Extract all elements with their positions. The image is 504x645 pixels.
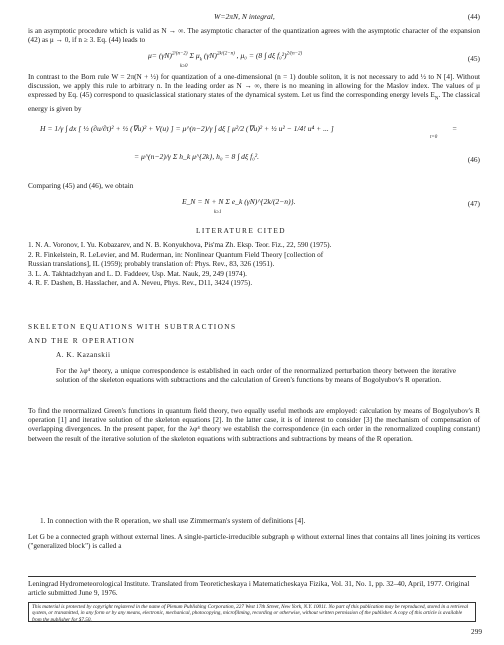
- paragraph-section-1: 1. In connection with the R operation, we shall use Zimmerman's system of definitions [4].: [40, 516, 306, 525]
- literature-cited-heading: LITERATURE CITED: [196, 226, 286, 235]
- paragraph-born-rule: [28, 72, 480, 113]
- article-title-line-1: SKELETON EQUATIONS WITH SUBTRACTIONS: [28, 322, 237, 331]
- reference-list: [28, 240, 488, 288]
- equation-45-sup1: 2/(n−2): [171, 51, 188, 57]
- equation-47: E_N = N + N Σ e_k (γN)^{2k/(2−n)}.: [182, 197, 296, 206]
- paragraph-born-rule-sub: N: [434, 96, 439, 102]
- abstract: For the λφ⁴ theory, a unique correspondence is established in each order of the renormalized perturbation theory between the iterative solution of the skeleton equations with subtractions and the calculation of Green's functions by means of Bogolyubov's R operation.: [56, 366, 456, 385]
- reference-item: 1. N. A. Voronov, I. Yu. Kobazarev, and N. B. Konyukhova, Pis'ma Zh. Eksp. Teor. Fiz., 22, 590 (1975).: [28, 240, 332, 249]
- equation-47-number: (47): [467, 199, 480, 208]
- paragraph-introduction: To find the renormalized Green's functions in quantum field theory, two equally useful methods are employed: calculation by means of Bogolyubov's R operation [1] and iterative solution of the skeleton equations [2]. In the latter case, it is of interest to consider [3] the mechanism of compensation of overlapping divergences. In the present paper, for the λφ⁴ theory we establish the correspondence (in each order in the renormalized coupling constant) between the result of the iterative solution of the skeleton equations with subtractions and subtractions by means of the R operation.: [28, 406, 480, 443]
- equation-44: W=2πN, N integral,: [214, 12, 275, 21]
- page-number: 299: [471, 627, 482, 636]
- article-title-line-2: AND THE R OPERATION: [28, 336, 136, 345]
- reference-item: 3. L. A. Takhtadzhyan and L. D. Faddeev, Usp. Mat. Nauk, 29, 249 (1974).: [28, 268, 247, 278]
- equation-45-sum: Σ μ: [189, 51, 200, 60]
- reference-item: 2. R. Finkelstein, R. LeLevier, and M. Ruderman, in: Nonlinear Quantum Field Theory [collection of: [28, 249, 324, 259]
- reference-item: Russian translations], IL (1959); probably translation of: Phys. Rev., 83, 326 (1951).: [28, 259, 275, 269]
- paragraph-born-rule-text: In contrast to the Born rule W = 2π(N + ½) for quantization of a one-dimensional (n = 1) double soliton, it is not necessary to add ½ to N [4]. Without discussion, we apply this rule to arbitrary n. In the leading order as N → ∞, there is no meaning in allowing for the Maslov index. The values of μ expressed by Eq. (45) correspond to quasiclassical stationary states of the dynamical system. Let us find the corresponding energy levels E: [28, 72, 480, 100]
- equation-46-line-1: H = 1/γ ∫ dx [ ½ (∂u/∂t)² + ½ (∇u)² + V(u) ] = μ^(n−2)/γ ∫ dξ [ μ²/2 (∇u)² + ½ u² − 1/4! u⁴ + ... ]: [40, 124, 334, 133]
- affiliation-footnote: Leningrad Hydrometeorological Institute. Translated from Teoreticheskaya i Matematicheskaya Fizika, Vol. 31, No. 1, pp. 32–40, April, 1977. Original article submitted June 9, 1976.: [28, 576, 476, 598]
- copyright-notice: This material is protected by copyright registered in the name of Plenum Publishing Corporation, 227 West 17th Street, New York, N.Y. 10011. No part of this publication may be reproduced, stored in a retrieval system, or transmitted, in any form or by any means, electronic, mechanical, photocopying, microfilming, recording or otherwise, without written permission of the publisher. A copy of this article is available from the publisher for $7.50.: [28, 602, 476, 622]
- equation-44-number: (44): [467, 12, 480, 21]
- equation-45-sup2: 2k/(2−n): [216, 51, 235, 57]
- equation-46-number: (46): [467, 155, 480, 164]
- equation-47-sum-index: k≥1: [214, 210, 222, 215]
- equation-45-sub: k: [199, 57, 202, 63]
- paragraph-graph-definition: Let G be a connected graph without external lines. A single-particle-irreducible subgraph φ without external lines that contains all lines joining its vertices ("generalized block") is called a: [28, 532, 480, 551]
- equation-45-sup3: 2/(n−2): [286, 51, 303, 57]
- equation-45-lhs: μ= (γN): [148, 51, 172, 60]
- paragraph-asymptotic: is an asymptotic procedure which is valid as N → ∞. The asymptotic character of the quantization agrees with the asymptotic character of the expansion (42) as μ → 0, if n ≥ 3. Eq. (44) leads to: [28, 26, 480, 45]
- equation-46-line-1-end: =: [452, 124, 458, 133]
- equation-46-line-2: = μ^(n−2)/γ Σ h_k μ^{2k}, h₀ = 8 ∫ dξ f₀².: [134, 152, 260, 161]
- equation-45-number: (45): [467, 54, 480, 63]
- paragraph-born-rule-end: . The classical energy is given by: [28, 90, 481, 114]
- equation-45-rhs: , μ₀ = (8 ∫ dξ f₀²): [236, 51, 287, 60]
- reference-item: 4. R. F. Dashen, B. Hasslacher, and A. Neveu, Phys. Rev., D11, 3424 (1975).: [28, 278, 253, 288]
- author-name: A. K. Kazanskii: [56, 350, 111, 359]
- equation-45-mid: (γN): [203, 51, 217, 60]
- equation-45-sum-index: k≥0: [180, 64, 188, 69]
- equation-45: [148, 51, 302, 63]
- paragraph-comparing: Comparing (45) and (46), we obtain: [28, 181, 134, 190]
- equation-46-eval-point: t=0: [430, 135, 438, 140]
